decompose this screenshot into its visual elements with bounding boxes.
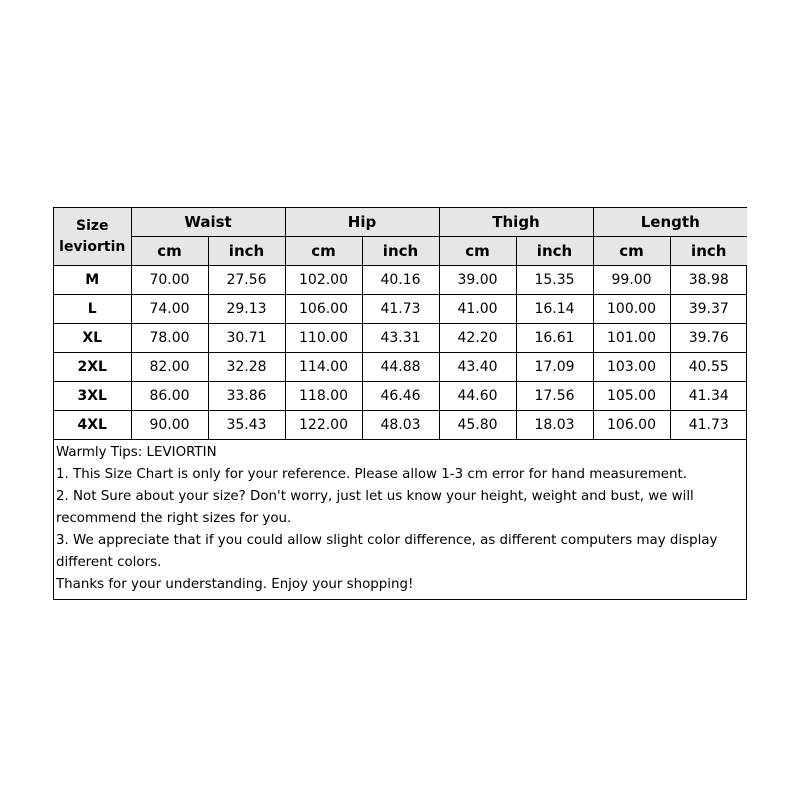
table-row: [54, 382, 747, 411]
measurement-cell: 41.00: [439, 295, 516, 324]
unit-header: cm: [439, 237, 516, 266]
measurement-cell: 74.00: [131, 295, 208, 324]
size-cell: 3XL: [54, 382, 131, 411]
header-group-row: [54, 208, 747, 237]
measurement-cell: 39.76: [670, 324, 747, 353]
measurement-cell: 70.00: [131, 266, 208, 295]
size-cell: 2XL: [54, 353, 131, 382]
measurement-cell: 43.40: [439, 353, 516, 382]
unit-header: inch: [362, 237, 439, 266]
measurement-cell: 114.00: [285, 353, 362, 382]
measurement-cell: 27.56: [208, 266, 285, 295]
measurement-cell: 39.00: [439, 266, 516, 295]
measurement-cell: 48.03: [362, 411, 439, 440]
tips-line: recommend the right sizes for you.: [56, 511, 292, 526]
measurement-cell: 40.55: [670, 353, 747, 382]
measurement-cell: 106.00: [285, 295, 362, 324]
measurement-cell: 106.00: [593, 411, 670, 440]
size-cell: XL: [54, 324, 131, 353]
measurement-cell: 82.00: [131, 353, 208, 382]
unit-header: cm: [285, 237, 362, 266]
table-body: [54, 266, 747, 440]
size-cell: L: [54, 295, 131, 324]
measurement-cell: 16.14: [516, 295, 593, 324]
size-header-brand: leviortin: [59, 238, 126, 255]
unit-header: inch: [516, 237, 593, 266]
tips-line: different colors.: [56, 555, 162, 570]
measurement-cell: 86.00: [131, 382, 208, 411]
size-cell: M: [54, 266, 131, 295]
measurement-cell: 35.43: [208, 411, 285, 440]
size-column-header: [54, 208, 131, 266]
table-row: [54, 353, 747, 382]
measurement-cell: 45.80: [439, 411, 516, 440]
tips-closing: Thanks for your understanding. Enjoy your shopping!: [56, 577, 414, 592]
header-waist: Waist: [131, 208, 285, 237]
header-thigh: Thigh: [439, 208, 593, 237]
measurement-cell: 41.73: [670, 411, 747, 440]
measurement-cell: 103.00: [593, 353, 670, 382]
measurement-cell: 44.88: [362, 353, 439, 382]
measurement-cell: 30.71: [208, 324, 285, 353]
measurement-cell: 43.31: [362, 324, 439, 353]
header-length: Length: [593, 208, 747, 237]
tips-line: 2. Not Sure about your size? Don't worry, just let us know your height, weight and bust, we will: [56, 489, 694, 504]
tips-section: [54, 440, 746, 599]
size-header-label: Size: [75, 217, 109, 234]
measurement-cell: 41.73: [362, 295, 439, 324]
measurement-cell: 122.00: [285, 411, 362, 440]
measurement-cell: 41.34: [670, 382, 747, 411]
measurement-cell: 17.09: [516, 353, 593, 382]
measurement-cell: 78.00: [131, 324, 208, 353]
measurement-cell: 18.03: [516, 411, 593, 440]
measurement-cell: 110.00: [285, 324, 362, 353]
measurement-cell: 40.16: [362, 266, 439, 295]
measurement-cell: 102.00: [285, 266, 362, 295]
measurement-cell: 32.28: [208, 353, 285, 382]
unit-header: inch: [670, 237, 747, 266]
table-row: [54, 295, 747, 324]
measurement-cell: 105.00: [593, 382, 670, 411]
measurement-cell: 46.46: [362, 382, 439, 411]
measurement-cell: 33.86: [208, 382, 285, 411]
measurement-cell: 17.56: [516, 382, 593, 411]
table-row: [54, 324, 747, 353]
unit-header: inch: [208, 237, 285, 266]
header-unit-row: [54, 237, 747, 266]
unit-header: cm: [131, 237, 208, 266]
measurement-cell: 99.00: [593, 266, 670, 295]
measurement-cell: 101.00: [593, 324, 670, 353]
header-hip: Hip: [285, 208, 439, 237]
measurement-cell: 16.61: [516, 324, 593, 353]
table-row: [54, 411, 747, 440]
measurement-cell: 42.20: [439, 324, 516, 353]
tips-line: 1. This Size Chart is only for your reference. Please allow 1-3 cm error for hand measurement.: [56, 467, 687, 482]
tips-title: Warmly Tips: LEVIORTIN: [56, 445, 217, 460]
measurement-cell: 44.60: [439, 382, 516, 411]
size-cell: 4XL: [54, 411, 131, 440]
measurement-cell: 100.00: [593, 295, 670, 324]
measurement-cell: 38.98: [670, 266, 747, 295]
measurement-cell: 29.13: [208, 295, 285, 324]
tips-line: 3. We appreciate that if you could allow slight color difference, as different computers may display: [56, 533, 718, 548]
measurement-cell: 39.37: [670, 295, 747, 324]
measurement-cell: 90.00: [131, 411, 208, 440]
table-row: [54, 266, 747, 295]
size-chart: [53, 207, 747, 600]
size-table: [54, 208, 747, 440]
measurement-cell: 118.00: [285, 382, 362, 411]
unit-header: cm: [593, 237, 670, 266]
measurement-cell: 15.35: [516, 266, 593, 295]
